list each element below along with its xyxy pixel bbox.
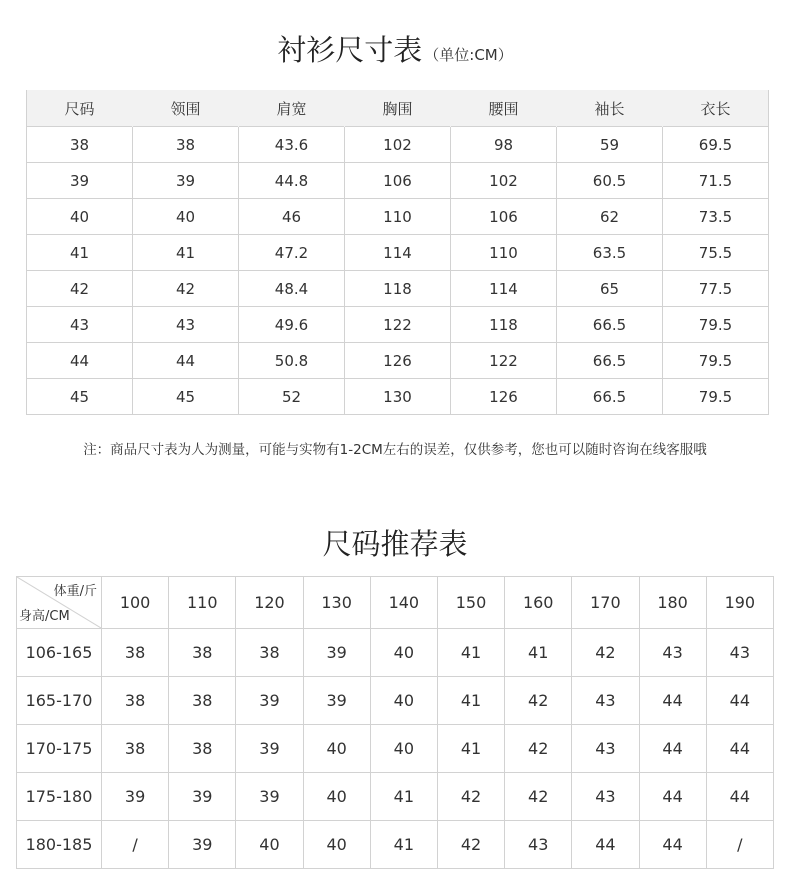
recommended-size-cell: 42 [437,821,504,869]
table-row [27,127,769,163]
table-row [17,725,774,773]
table-cell: 118 [345,271,451,307]
table-cell: 79.5 [663,343,769,379]
table-cell: 46 [239,199,345,235]
column-header-shoulder: 肩宽 [239,90,345,127]
table-cell: 106 [451,199,557,235]
table-row [27,271,769,307]
recommended-size-cell: 40 [370,677,437,725]
column-header-collar: 领围 [133,90,239,127]
table-cell: 66.5 [557,379,663,415]
recommended-size-cell: 44 [706,773,773,821]
table-cell: 73.5 [663,199,769,235]
table-row [27,379,769,415]
size-chart-unit: （单位:CM） [424,46,513,64]
weight-header-cell: 170 [572,577,639,629]
recommended-size-cell: 42 [505,677,572,725]
recommended-size-cell: 44 [639,821,706,869]
column-header-waist: 腰围 [451,90,557,127]
recommended-size-cell: 41 [370,773,437,821]
recommended-size-cell: 43 [706,629,773,677]
recommended-size-cell: 38 [102,677,169,725]
table-cell: 50.8 [239,343,345,379]
table-cell: 48.4 [239,271,345,307]
table-row [27,235,769,271]
recommended-size-cell: 43 [572,725,639,773]
recommended-size-cell: 42 [437,773,504,821]
recommended-size-cell: 41 [437,629,504,677]
table-cell: 52 [239,379,345,415]
recommended-size-cell: 39 [169,821,236,869]
recommended-size-cell: 40 [370,629,437,677]
recommended-size-cell: 40 [303,725,370,773]
recommended-size-cell: 39 [236,773,303,821]
weight-header-cell: 100 [102,577,169,629]
recommended-size-cell: 41 [370,821,437,869]
table-cell: 43 [27,307,133,343]
table-cell: 98 [451,127,557,163]
table-cell: 65 [557,271,663,307]
table-cell: 38 [133,127,239,163]
recommended-size-cell: 44 [639,677,706,725]
recommended-size-cell: 39 [169,773,236,821]
size-chart-table [26,90,769,415]
table-row [27,199,769,235]
table-cell: 79.5 [663,307,769,343]
weight-header-cell: 190 [706,577,773,629]
table-cell: 114 [451,271,557,307]
recommended-size-cell: 39 [236,725,303,773]
table-cell: 114 [345,235,451,271]
table-cell: 44 [133,343,239,379]
table-cell: 42 [27,271,133,307]
table-cell: 118 [451,307,557,343]
table-cell: 66.5 [557,307,663,343]
table-cell: 39 [27,163,133,199]
recommended-size-cell: 42 [505,725,572,773]
recommended-size-cell: 39 [303,677,370,725]
recommended-size-cell: 41 [437,725,504,773]
table-cell: 44.8 [239,163,345,199]
corner-header-cell [17,577,102,629]
recommended-size-cell: 43 [505,821,572,869]
table-cell: 110 [345,199,451,235]
table-cell: 77.5 [663,271,769,307]
table-cell: 102 [451,163,557,199]
table-cell: 122 [345,307,451,343]
recommended-size-cell: 38 [169,725,236,773]
recommended-size-cell: 38 [169,629,236,677]
table-cell: 69.5 [663,127,769,163]
table-cell: 43 [133,307,239,343]
table-cell: 45 [27,379,133,415]
column-header-length: 衣长 [663,90,769,127]
recommended-size-cell: 39 [303,629,370,677]
table-cell: 75.5 [663,235,769,271]
table-cell: 44 [27,343,133,379]
recommended-size-cell: 41 [437,677,504,725]
size-chart-header-row [27,90,769,127]
recommended-size-cell: 40 [236,821,303,869]
recommended-size-cell: 44 [639,725,706,773]
recommended-size-cell: 42 [572,629,639,677]
column-header-chest: 胸围 [345,90,451,127]
recommended-size-cell: / [706,821,773,869]
recommended-size-cell: 44 [572,821,639,869]
table-row [17,677,774,725]
table-row [27,307,769,343]
recommended-size-cell: 39 [236,677,303,725]
table-cell: 41 [133,235,239,271]
weight-header-cell: 160 [505,577,572,629]
table-cell: 79.5 [663,379,769,415]
weight-header-cell: 180 [639,577,706,629]
table-cell: 39 [133,163,239,199]
height-range-cell: 180-185 [17,821,102,869]
table-cell: 59 [557,127,663,163]
table-row [17,821,774,869]
table-cell: 40 [133,199,239,235]
column-header-size: 尺码 [27,90,133,127]
weight-header-cell: 120 [236,577,303,629]
recommended-size-cell: 43 [572,773,639,821]
recommendation-header-row [17,577,774,629]
recommended-size-cell: 40 [303,821,370,869]
table-cell: 45 [133,379,239,415]
weight-header-cell: 140 [370,577,437,629]
height-range-cell: 170-175 [17,725,102,773]
recommended-size-cell: 42 [505,773,572,821]
table-cell: 41 [27,235,133,271]
table-cell: 110 [451,235,557,271]
table-cell: 38 [27,127,133,163]
recommended-size-cell: 38 [102,725,169,773]
table-cell: 63.5 [557,235,663,271]
table-cell: 40 [27,199,133,235]
column-header-sleeve: 袖长 [557,90,663,127]
table-cell: 126 [451,379,557,415]
table-cell: 126 [345,343,451,379]
recommended-size-cell: 44 [706,725,773,773]
table-cell: 130 [345,379,451,415]
table-cell: 42 [133,271,239,307]
weight-header-cell: 130 [303,577,370,629]
table-cell: 49.6 [239,307,345,343]
recommendation-title: 尺码推荐表 [322,527,468,561]
recommended-size-cell: 38 [236,629,303,677]
size-chart-title-text: 衬衫尺寸表 [277,33,423,67]
table-row [17,773,774,821]
size-chart-title [0,28,790,69]
table-row [27,163,769,199]
recommended-size-cell: 38 [169,677,236,725]
table-cell: 47.2 [239,235,345,271]
height-range-cell: 165-170 [17,677,102,725]
recommended-size-cell: 44 [706,677,773,725]
recommended-size-cell: 43 [639,629,706,677]
height-axis-label: 身高/CM [19,609,70,624]
table-cell: 43.6 [239,127,345,163]
weight-header-cell: 110 [169,577,236,629]
table-cell: 62 [557,199,663,235]
table-row [17,629,774,677]
table-cell: 122 [451,343,557,379]
height-range-cell: 106-165 [17,629,102,677]
table-cell: 66.5 [557,343,663,379]
table-cell: 60.5 [557,163,663,199]
table-cell: 102 [345,127,451,163]
table-cell: 106 [345,163,451,199]
table-row [27,343,769,379]
measurement-note: 注：商品尺寸表为人为测量，可能与实物有1-2CM左右的误差，仅供参考，您也可以随时咨询在线客服哦 [83,442,707,458]
recommended-size-cell: 40 [303,773,370,821]
recommended-size-cell: 39 [102,773,169,821]
recommended-size-cell: / [102,821,169,869]
size-recommendation-table [16,576,774,869]
height-range-cell: 175-180 [17,773,102,821]
recommended-size-cell: 44 [639,773,706,821]
table-cell: 71.5 [663,163,769,199]
weight-header-cell: 150 [437,577,504,629]
recommended-size-cell: 43 [572,677,639,725]
recommended-size-cell: 41 [505,629,572,677]
recommended-size-cell: 38 [102,629,169,677]
weight-axis-label: 体重/斤 [53,584,97,599]
recommended-size-cell: 40 [370,725,437,773]
